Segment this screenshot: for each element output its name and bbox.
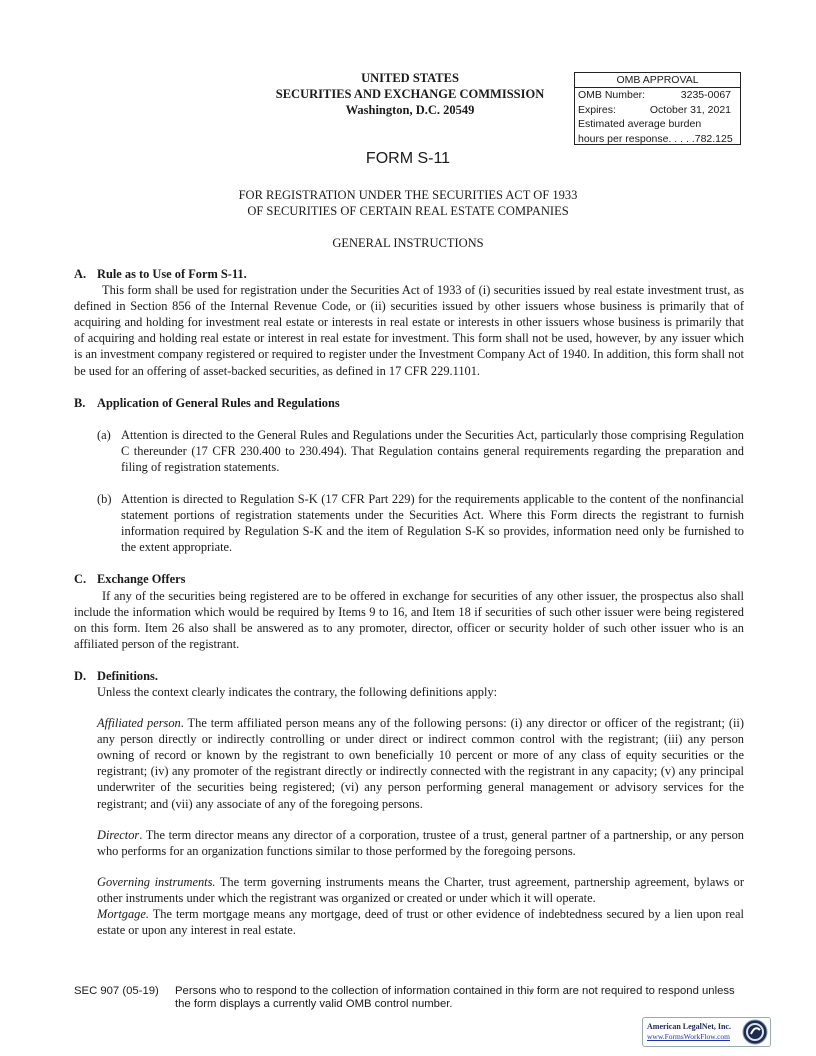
section-c-letter: C. xyxy=(74,572,87,587)
publisher-logo[interactable] xyxy=(642,1017,771,1047)
section-b-item-b-text: Attention is directed to Regulation S-K (17 CFR Part 229) for the requirements applicable to the content of the nonfinancial statement portions of registration statements under the Securities Act. Where this Form directs the registrant to furnish information required by Regulation S-K and the item of Regulation S-K so provides, information need only be furnished to the extent appropriate. xyxy=(121,492,744,555)
agency-line-3: Washington, D.C. 20549 xyxy=(345,103,475,117)
publisher-name: American LegalNet, Inc. xyxy=(647,1022,731,1031)
omb-expires-value: October 31, 2021 xyxy=(649,103,731,116)
section-d-intro: Unless the context clearly indicates the contrary, the following definitions apply: xyxy=(97,684,498,699)
section-d-heading xyxy=(74,668,744,684)
definition-mortgage-body: The term mortgage means any mortgage, deed of trust or other evidence of indebtedness secured by a lien upon real estate or upon any interest in real estate. xyxy=(97,907,744,938)
agency-header xyxy=(250,70,570,118)
omb-notice-part-1: Persons who to respond to the collection of information contained in thi xyxy=(175,985,530,997)
section-c-body: If any of the securities being registered are to be offered in exchange for securities of any other issuer, the prospectus also shall include the information which would be required by Items 9 to 16, and Item 18 if securities of such other issuer were being registered on this form. Item 26 also shall be answered as to any promoter, director, officer or security holder of such other issuer who is an affiliated person of the registrant. xyxy=(74,588,744,651)
publisher-link[interactable]: www.FormsWorkFlow.com xyxy=(647,1032,731,1041)
section-c-heading xyxy=(74,571,744,587)
omb-notice xyxy=(175,985,745,1011)
section-b-item-a-mark: (a) xyxy=(97,427,111,442)
definition-director-term: Director xyxy=(97,827,140,842)
section-a-letter: A. xyxy=(74,267,87,281)
definition-affiliated-term: Affiliated person xyxy=(97,716,181,731)
section-b-heading xyxy=(74,395,744,411)
agency-line-2: SECURITIES AND EXCHANGE COMMISSION xyxy=(275,87,545,101)
omb-expires-row xyxy=(575,103,740,118)
definition-governing-instruments xyxy=(97,874,744,906)
form-subtitle-line-1: FOR REGISTRATION UNDER THE SECURITIES ACT OF 1933 xyxy=(238,188,578,202)
form-code: SEC 907 (05-19) xyxy=(74,985,159,997)
definition-affiliated-body: . The term affiliated person means any of the following persons: (i) any director or officer of the registrant; (ii) any person directly or indirectly controlling or under direct or indirect common control with the registrant; (iii) any person owning of record or known by the registrant to own beneficially 10 percent or more of any class of equity securities or the registrant; (iv) any promoter of the registrant directly or indirectly connected with the registrant in any capacity; (v) any principal underwriter of the securities being registered; (vi) any person performing general management or advisory services for the registrant; and (vii) any associate of any of the foregoing persons. xyxy=(97,716,744,811)
omb-number-row xyxy=(575,88,740,103)
omb-approval-title: OMB APPROVAL xyxy=(575,73,740,88)
section-b-item-a-text: Attention is directed to the General Rules and Regulations under the Securities Act, particularly those comprising Regulation C thereunder (17 CFR 230.400 to 230.494). That Regulation contains general requirements regarding the preparation and filing of registration statements. xyxy=(121,427,744,474)
section-c-title: Exchange Offers xyxy=(97,572,186,587)
omb-burden-line-2: hours per response. . . . .782.125 xyxy=(578,132,733,145)
section-d-letter: D. xyxy=(74,668,87,683)
section-a-body: This form shall be used for registration under the Securities Act of 1933 of (i) securities issued by real estate investment trust, as defined in Section 856 of the Internal Revenue Code, or (ii) securities issued by other issuers whose business is primarily that of acquiring and holding for investment real estate or interests in real estate or interests in other issuers whose business is primarily that of acquiring and holding real estate or interest in real estate for investment. This form shall not be used, however, by any issuer which is an investment company registered or required to register under the Investment Company Act of 1940. In addition, this form shall not be used for an offering of asset-backed securities, as defined in 17 CFR 229.1101. xyxy=(74,283,744,378)
form-title: FORM S-11 xyxy=(365,150,451,167)
omb-number-label: OMB Number: xyxy=(578,89,646,101)
general-instructions-heading: GENERAL INSTRUCTIONS xyxy=(332,236,484,250)
form-subtitle-line-2: OF SECURITIES OF CERTAIN REAL ESTATE COMPANIES xyxy=(247,203,569,218)
section-d-title: Definitions. xyxy=(97,668,158,683)
section-b-title: Application of General Rules and Regulations xyxy=(97,395,340,410)
section-b-item-b-mark: (b) xyxy=(97,492,112,507)
section-b-letter: B. xyxy=(74,395,86,410)
definition-governing-body: The term governing instruments means the Charter, trust agreement, partnership agreement, bylaws or other instruments under which the registrant was organized or created or under which it will operate. xyxy=(97,874,744,905)
section-b-item-a xyxy=(97,427,744,475)
form-subtitle xyxy=(0,188,816,219)
section-a-title: Rule as to Use of Form S-11. xyxy=(97,267,247,281)
section-a-heading xyxy=(74,266,744,282)
omb-burden-line-1: Estimated average burden xyxy=(578,118,702,130)
definition-affiliated-person xyxy=(97,715,744,812)
section-d-definitions xyxy=(97,684,744,938)
agency-line-1: UNITED STATES xyxy=(361,71,459,85)
publisher-emblem-icon xyxy=(742,1019,768,1045)
definition-director xyxy=(97,827,744,859)
definition-mortgage xyxy=(97,906,744,938)
section-b-item-b xyxy=(97,491,744,555)
definition-mortgage-term: Mortgage. xyxy=(97,907,149,921)
omb-number-value: 3235-0067 xyxy=(680,89,731,101)
omb-approval-box xyxy=(574,72,741,145)
definition-director-body: . The term director means any director of a corporation, trustee of a trust, general partner of a partnership, or any person who performs for an organization functions similar to those performed by the foregoing persons. xyxy=(97,827,744,858)
notice-glyph: ꝟ xyxy=(529,986,534,996)
definition-governing-term: Governing instruments. xyxy=(97,874,216,889)
omb-expires-label: Expires: xyxy=(578,103,616,116)
instructions-body xyxy=(74,266,744,938)
omb-notice-part-2: form are not required to respond unless the form displays a currently valid OMB control number. xyxy=(175,985,735,1010)
